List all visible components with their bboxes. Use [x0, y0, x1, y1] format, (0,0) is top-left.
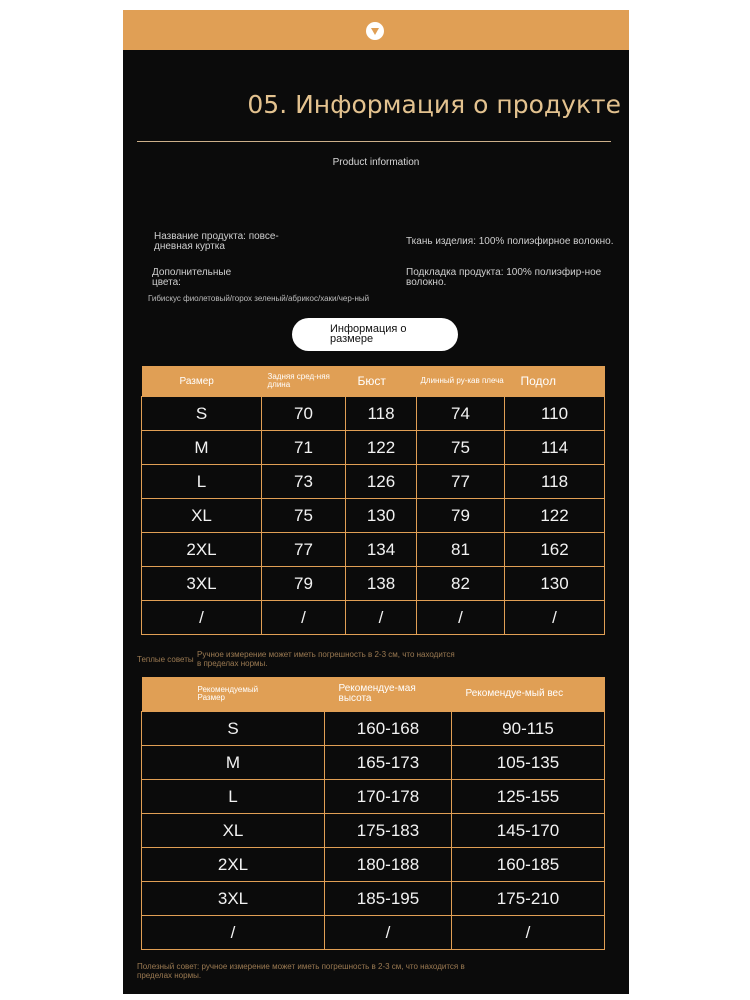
table-cell: / — [452, 916, 605, 950]
table-cell: 79 — [262, 567, 346, 601]
table-cell: / — [505, 601, 605, 635]
table-cell: L — [142, 780, 325, 814]
table-cell: 70 — [262, 397, 346, 431]
size-table — [141, 366, 605, 635]
header-recommended-height: Рекомендуе-мая высота — [338, 683, 416, 704]
size-info-button[interactable] — [292, 318, 458, 351]
table-cell: 75 — [262, 499, 346, 533]
table-cell: 79 — [417, 499, 505, 533]
table-cell: 2XL — [142, 533, 262, 567]
table-row — [142, 465, 605, 499]
colors-value: Гибискус фиолетовый/горох зеленый/абрикос/хаки/чер-ный — [148, 294, 370, 303]
table-cell: 170-178 — [325, 780, 452, 814]
table-cell: 126 — [346, 465, 417, 499]
table-cell: 73 — [262, 465, 346, 499]
table-cell: 130 — [346, 499, 417, 533]
recommendation-table-header — [142, 677, 605, 712]
warm-tips-label: Теплые советы — [137, 655, 194, 664]
table-cell: 114 — [505, 431, 605, 465]
table-cell: 77 — [417, 465, 505, 499]
fabric-info: Ткань изделия: 100% полиэфирное волокно. — [406, 236, 614, 247]
table-row — [142, 431, 605, 465]
header-back-length: Задняя сред-няя длина — [267, 372, 330, 389]
table-row — [142, 848, 605, 882]
section-subtitle: Product information — [332, 157, 420, 168]
header-sleeve: Длинный ру-кав плеча — [420, 376, 504, 385]
table-cell: 105-135 — [452, 746, 605, 780]
header-size: Размер — [142, 366, 262, 397]
table-cell: / — [417, 601, 505, 635]
product-name: Название продукта: повсе-дневная куртка — [154, 231, 279, 252]
table-row — [142, 916, 605, 950]
table-cell: 110 — [505, 397, 605, 431]
table-cell: 180-188 — [325, 848, 452, 882]
table-cell: 3XL — [142, 882, 325, 916]
table-cell: 75 — [417, 431, 505, 465]
top-banner — [123, 10, 629, 50]
table-row — [142, 499, 605, 533]
table-cell: 138 — [346, 567, 417, 601]
lining-info: Подкладка продукта: 100% полиэфир-ное волокно. — [406, 267, 602, 288]
table-cell: 175-183 — [325, 814, 452, 848]
header-hem: Подол — [505, 366, 605, 397]
table-cell: 134 — [346, 533, 417, 567]
table-row — [142, 533, 605, 567]
table-cell: 160-168 — [325, 712, 452, 746]
useful-tip: Полезный совет: ручное измерение может иметь погрешность в 2-3 см, что находится в пределах нормы. — [137, 962, 465, 980]
table-cell: L — [142, 465, 262, 499]
colors-label: Дополнительные цвета: — [152, 267, 232, 288]
table-cell: 125-155 — [452, 780, 605, 814]
table-cell: M — [142, 431, 262, 465]
table-cell: 71 — [262, 431, 346, 465]
section-title: 05. Информация о продукте — [247, 90, 621, 119]
table-cell: S — [142, 397, 262, 431]
table-cell: 122 — [346, 431, 417, 465]
size-table-header — [142, 366, 605, 397]
table-row — [142, 882, 605, 916]
table-cell: 82 — [417, 567, 505, 601]
table-row — [142, 712, 605, 746]
size-info-button-label: Информация о размере — [330, 323, 407, 345]
table-row — [142, 601, 605, 635]
product-info-panel — [123, 10, 629, 994]
header-recommended-weight: Рекомендуе-мый вес — [465, 688, 564, 699]
table-row — [142, 397, 605, 431]
table-cell: 74 — [417, 397, 505, 431]
table-cell: 77 — [262, 533, 346, 567]
table-cell: / — [142, 601, 262, 635]
table-cell: 160-185 — [452, 848, 605, 882]
table-row — [142, 780, 605, 814]
table-cell: / — [142, 916, 325, 950]
table-row — [142, 814, 605, 848]
title-divider — [137, 141, 611, 142]
table-cell: 118 — [346, 397, 417, 431]
brand-logo-icon — [366, 22, 384, 40]
table-cell: 81 — [417, 533, 505, 567]
table-cell: XL — [142, 499, 262, 533]
table-cell: / — [262, 601, 346, 635]
table-cell: 90-115 — [452, 712, 605, 746]
table-cell: 145-170 — [452, 814, 605, 848]
table-cell: 162 — [505, 533, 605, 567]
header-recommended-size: Рекомендуемый Размер — [197, 685, 259, 702]
table-cell: 3XL — [142, 567, 262, 601]
table-cell: 165-173 — [325, 746, 452, 780]
table-cell: 185-195 — [325, 882, 452, 916]
table-cell: 2XL — [142, 848, 325, 882]
table-cell: / — [325, 916, 452, 950]
table-cell: 175-210 — [452, 882, 605, 916]
table-cell: / — [346, 601, 417, 635]
table-cell: M — [142, 746, 325, 780]
table-cell: 118 — [505, 465, 605, 499]
recommendation-table — [141, 677, 605, 950]
warm-tips-text: Ручное измерение может иметь погрешность в 2-3 см, что находится в пределах нормы. — [197, 650, 455, 668]
header-bust: Бюст — [346, 366, 417, 397]
table-cell: 130 — [505, 567, 605, 601]
table-cell: S — [142, 712, 325, 746]
table-cell: 122 — [505, 499, 605, 533]
table-cell: XL — [142, 814, 325, 848]
table-row — [142, 567, 605, 601]
table-row — [142, 746, 605, 780]
